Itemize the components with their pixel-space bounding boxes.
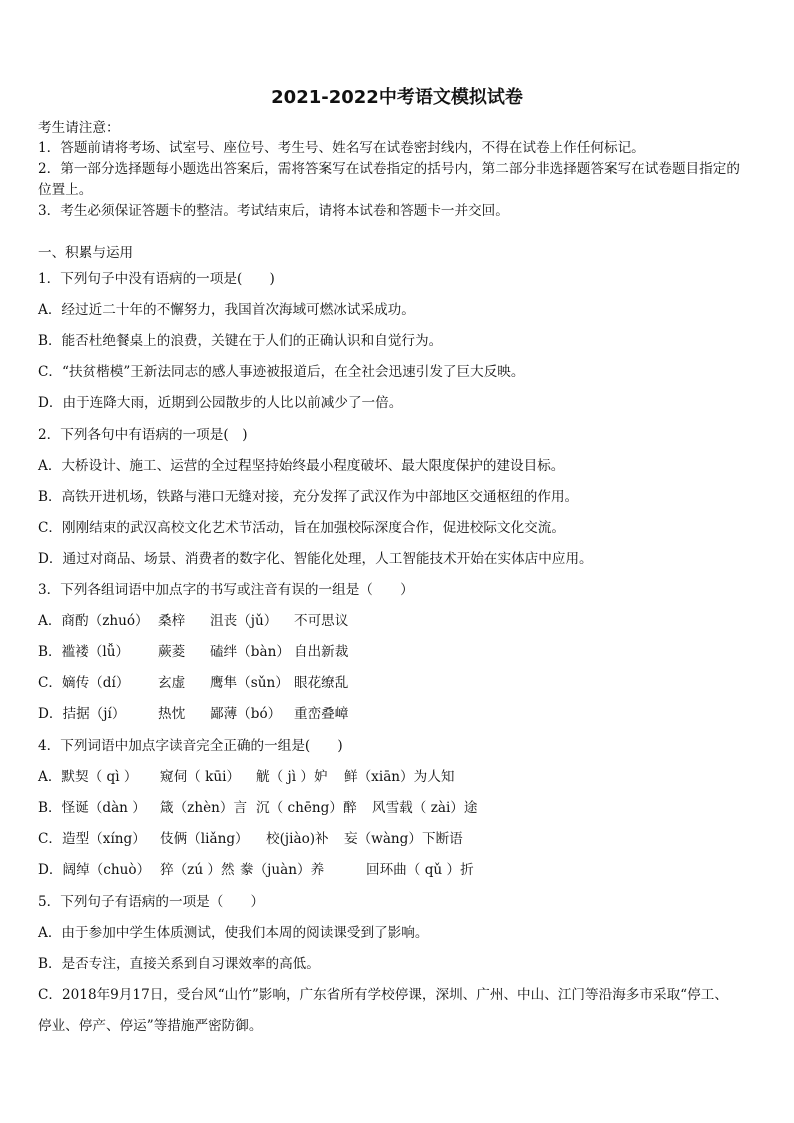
notice-item: 3．考生必须保证答题卡的整洁。考试结束后，请将本试卷和答题卡一并交回。 (38, 203, 509, 219)
question-option (38, 673, 763, 693)
question-option (38, 611, 763, 631)
option-part: 热忱 (158, 706, 186, 722)
question-stem: 4．下列词语中加点字读音完全正确的一组是( ) (38, 738, 343, 754)
question-option: B．是否专注，直接关系到自习课效率的高低。 (38, 956, 320, 972)
question-stem: 3．下列各组词语中加点字的书写或注音有误的一组是（ ） (38, 582, 414, 598)
question-option: B．高铁开进机场，铁路与港口无缝对接，充分发挥了武汉作为中部地区交通枢纽的作用。 (38, 489, 579, 505)
question-option (38, 642, 763, 662)
option-part: A．默契（ qì ） (38, 769, 138, 785)
option-part: 桑梓 (158, 613, 186, 629)
question-option (38, 704, 763, 724)
notice-item: 位置上。 (38, 182, 93, 198)
question-option: C．2018年9月17日，受台风“山竹”影响，广东省所有学校停课，深圳、广州、中山、江门等沿海多市采取“停工、 (38, 987, 728, 1003)
option-part: 箴（zhèn）言 (160, 800, 248, 816)
question-stem: 5．下列句子有语病的一项是（ ） (38, 894, 265, 910)
option-part: 伎俩（liǎng） (160, 831, 249, 847)
option-part: D．拮据（jí） (38, 706, 126, 722)
option-part: 沮丧（jǔ） (210, 613, 278, 629)
option-part: D．阔绰（chuò） (38, 862, 151, 878)
option-part: 校(jiào)补 (266, 831, 329, 847)
option-part: 眼花缭乱 (294, 675, 349, 691)
question-option (38, 798, 763, 818)
question-option: D．由于连降大雨，近期到公园散步的人比以前减少了一倍。 (38, 395, 403, 411)
option-part: 沉（ chēng）醉 (256, 800, 357, 816)
option-part: A．商酌（zhuó） (38, 613, 149, 629)
question-option (38, 767, 763, 787)
option-part: 豢（juàn）养 (240, 862, 325, 878)
notice-item: 2．第一部分选择题每小题选出答案后，需将答案写在试卷指定的括号内，第二部分非选择题答案写在试卷题目指定的 (38, 161, 740, 177)
section-heading: 一、积累与运用 (38, 245, 134, 261)
option-part: 磕绊（bàn） (210, 644, 290, 660)
page-title: 2021-2022中考语文模拟试卷 (271, 87, 523, 108)
question-option: A．大桥设计、施工、运营的全过程坚持始终最小程度破坏、最大限度保护的建设目标。 (38, 458, 565, 474)
option-part: 蕨菱 (158, 644, 186, 660)
notice-heading: 考生请注意： (38, 120, 120, 136)
option-part: 玄虚 (158, 675, 186, 691)
question-option: D．通过对商品、场景、消费者的数字化、智能化处理，人工智能技术开始在实体店中应用。 (38, 551, 593, 567)
question-option: A．由于参加中学生体质测试，使我们本周的阅读课受到了影响。 (38, 925, 429, 941)
option-part: 鄙薄（bó） (210, 706, 282, 722)
option-part: 回环曲（ qǔ ）折 (366, 862, 474, 878)
option-part: B．怪诞（dàn ） (38, 800, 146, 816)
option-part: B．褴褛（lǚ） (38, 644, 130, 660)
option-part: 重峦叠嶂 (294, 706, 349, 722)
option-part: C．造型（xíng） (38, 831, 146, 847)
option-part: 自出新裁 (294, 644, 349, 660)
option-part: C．嫡传（dí） (38, 675, 130, 691)
question-option (38, 860, 763, 880)
question-stem: 1．下列句子中没有语病的一项是( ) (38, 271, 275, 287)
question-option: C．“扶贫楷模”王新法同志的感人事迹被报道后，在全社会迅速引发了巨大反映。 (38, 364, 525, 380)
question-option (38, 829, 763, 849)
option-part: 不可思议 (294, 613, 349, 629)
option-part: 觥（ jì ）妒 (256, 769, 328, 785)
option-part: 窥伺（ kūi） (160, 769, 241, 785)
option-part: 风雪载（ zài）途 (372, 800, 478, 816)
option-part: 鹰隼（sǔn） (210, 675, 289, 691)
option-part: 鲜（xiān）为人知 (344, 769, 455, 785)
question-option: A．经过近二十年的不懈努力，我国首次海域可燃冰试采成功。 (38, 302, 415, 318)
question-option: 停业、停产、停运”等措施严密防御。 (38, 1018, 263, 1034)
question-stem: 2．下列各句中有语病的一项是( ) (38, 427, 248, 443)
notice-item: 1．答题前请将考场、试室号、座位号、考生号、姓名写在试卷密封线内，不得在试卷上作任何标记。 (38, 140, 645, 156)
question-option: B．能否杜绝餐桌上的浪费，关键在于人们的正确认识和自觉行为。 (38, 333, 443, 349)
question-option: C．刚刚结束的武汉高校文化艺术节活动，旨在加强校际深度合作，促进校际文化交流。 (38, 520, 565, 536)
option-part: 猝（zú ）然 (160, 862, 235, 878)
option-part: 妄（wàng）下断语 (344, 831, 463, 847)
